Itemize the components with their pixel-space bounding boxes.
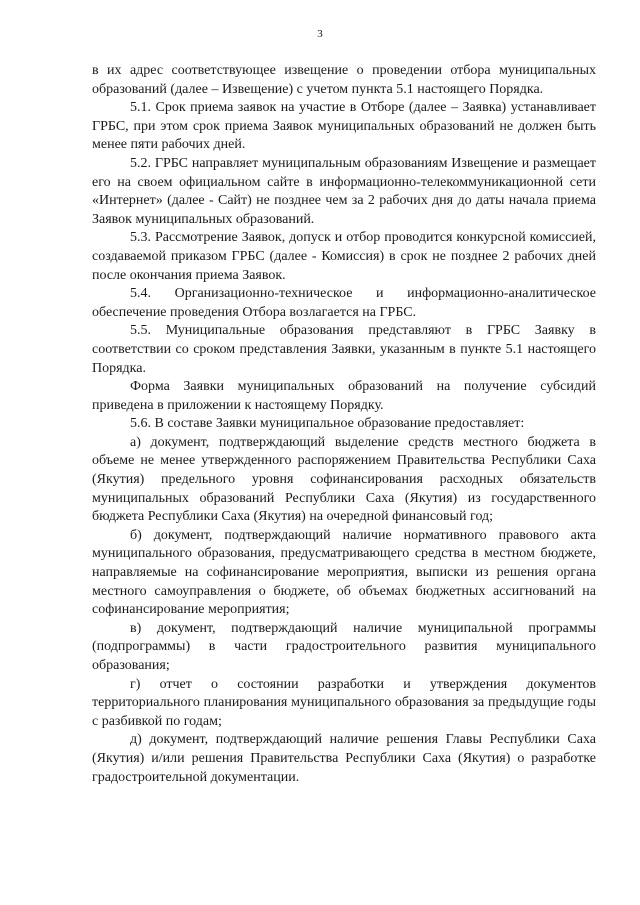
paragraph-application-form: Форма Заявки муниципальных образований на получение субсидий приведена в приложении к настоящему Порядку. [92, 379, 596, 413]
list-item-g: г) отчет о состоянии разработки и утверждения документов территориального планирования муниципального образования за предыдущие годы с разбивкой по годам; [92, 676, 596, 729]
list-item-b: б) документ, подтверждающий наличие нормативного правового акта муниципального образования, предусматривающего средства в местном бюджете, направляемые на софинансирование мероприятия, выписки из решения органа местного самоуправления о бюджете, об объемах бюджетных ассигнований на софинансирование мероприятия; [92, 527, 596, 618]
list-item-v: в) документ, подтверждающий наличие муниципальной программы (подпрограммы) в части градостроительного развития муниципального образования; [92, 620, 596, 673]
paragraph-5-2: 5.2. ГРБС направляет муниципальным образованиям Извещение и размещает его на своем официальном сайте в информационно-телекоммуникационной сети «Интернет» (далее - Сайт) не позднее чем за 2 рабочих дня до даты начала приема Заявок муниципальных образований. [92, 155, 596, 227]
paragraph-5-3: 5.3. Рассмотрение Заявок, допуск и отбор проводится конкурсной комиссией, создаваемой приказом ГРБС (далее - Комиссия) в срок не позднее 2 рабочих дней после окончания приема Заявок. [92, 230, 596, 283]
paragraph-5-5: 5.5. Муниципальные образования представляют в ГРБС Заявку в соответствии со сроком представления Заявки, указанным в пункте 5.1 настоящего Порядка. [92, 323, 596, 376]
paragraph-5-1: 5.1. Срок приема заявок на участие в Отборе (далее – Заявка) устанавливает ГРБС, при этом срок приема Заявок муниципальных образований не должен быть менее пяти рабочих дней. [92, 100, 596, 153]
list-item-a: а) документ, подтверждающий выделение средств местного бюджета в объеме не менее утвержденного распоряжением Правительства Республики Саха (Якутия) предельного уровня софинансирования расходных обязательств муниципальных образований Республики Саха (Якутия) из государственного бюджета Республики Саха (Якутия) на очередной финансовый год; [92, 434, 596, 525]
paragraph-continuation: в их адрес соответствующее извещение о проведении отбора муниципальных образований (далее – Извещение) с учетом пункта 5.1 настоящего Порядка. [92, 63, 596, 97]
paragraph-5-6: 5.6. В составе Заявки муниципальное образование предоставляет: [130, 416, 525, 432]
document-body [92, 62, 596, 787]
list-item-d: д) документ, подтверждающий наличие решения Главы Республики Саха (Якутия) и/или решения Правительства Республики Саха (Якутия) о разработке градостроительной документации. [92, 732, 596, 785]
page-number: 3 [317, 28, 323, 40]
paragraph-5-4: 5.4. Организационно-техническое и информационно-аналитическое обеспечение проведения Отбора возлагается на ГРБС. [92, 286, 596, 320]
